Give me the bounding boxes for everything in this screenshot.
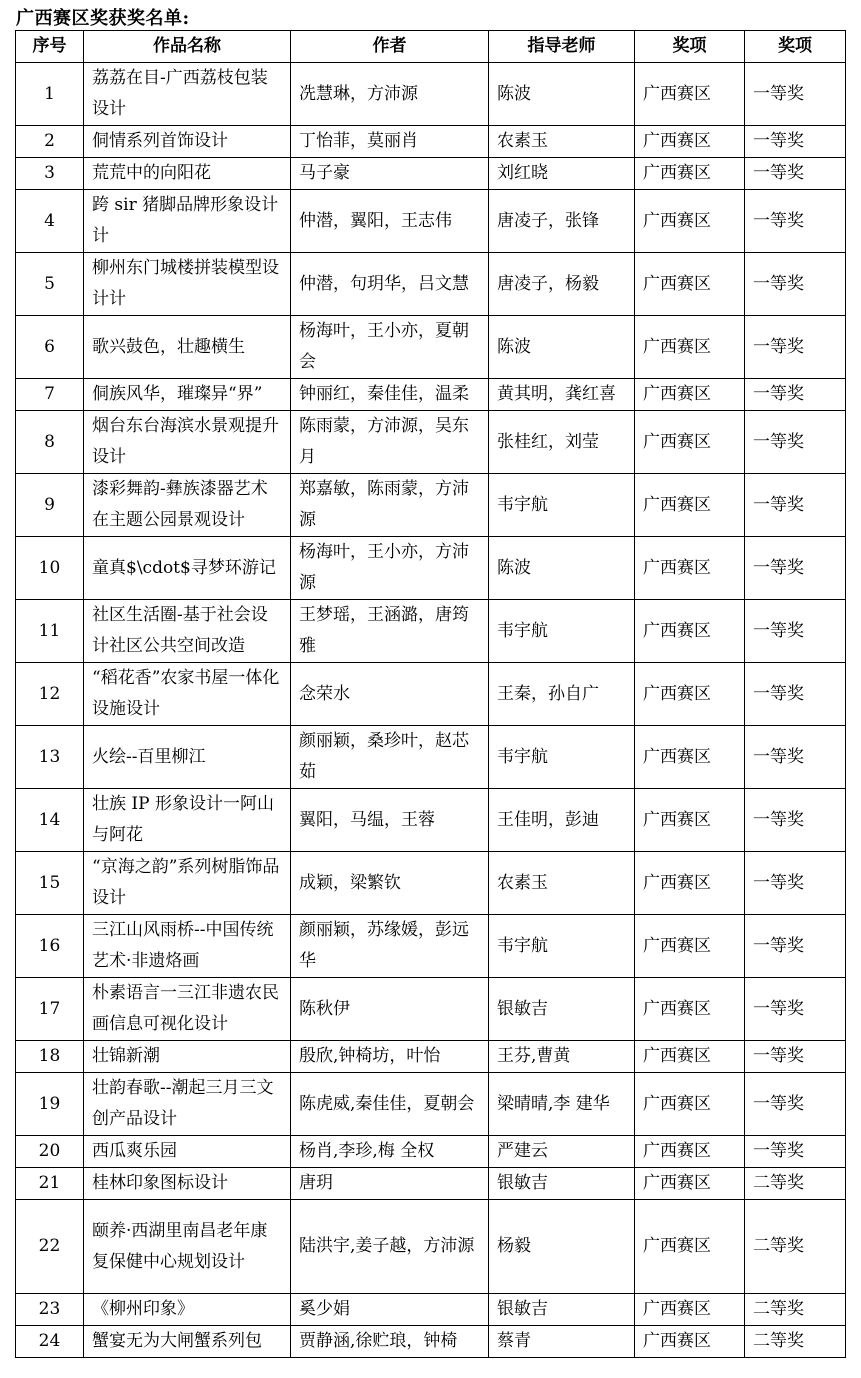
cell-division: 广西赛区 bbox=[635, 253, 745, 316]
cell-work-name: “京海之韵”系列树脂饰品设计 bbox=[84, 852, 291, 915]
table-row bbox=[16, 915, 846, 978]
cell-index: 4 bbox=[16, 190, 84, 253]
cell-division: 广西赛区 bbox=[635, 600, 745, 663]
cell-work-name: 跨 sir 猪脚品牌形象设计计 bbox=[84, 190, 291, 253]
cell-award: 一等奖 bbox=[745, 253, 846, 316]
cell-author: 奚少娟 bbox=[291, 1294, 489, 1326]
cell-award: 二等奖 bbox=[745, 1168, 846, 1200]
cell-award: 一等奖 bbox=[745, 726, 846, 789]
table-row bbox=[16, 63, 846, 126]
cell-work-name: 蟹宴无为大闸蟹系列包 bbox=[84, 1326, 291, 1358]
cell-author: 念荣水 bbox=[291, 663, 489, 726]
cell-work-name: 火绘--百里柳江 bbox=[84, 726, 291, 789]
cell-award: 一等奖 bbox=[745, 978, 846, 1041]
cell-author: 翼阳，马缊，王蓉 bbox=[291, 789, 489, 852]
award-table bbox=[15, 30, 846, 1358]
cell-division: 广西赛区 bbox=[635, 915, 745, 978]
table-row bbox=[16, 600, 846, 663]
cell-index: 15 bbox=[16, 852, 84, 915]
cell-author: 唐玥 bbox=[291, 1168, 489, 1200]
cell-advisor: 陈波 bbox=[489, 316, 635, 379]
cell-award: 一等奖 bbox=[745, 474, 846, 537]
cell-advisor: 韦宇航 bbox=[489, 474, 635, 537]
cell-advisor: 银敏吉 bbox=[489, 1168, 635, 1200]
table-row bbox=[16, 537, 846, 600]
table-row bbox=[16, 1294, 846, 1326]
table-row bbox=[16, 158, 846, 190]
cell-index: 11 bbox=[16, 600, 84, 663]
cell-index: 3 bbox=[16, 158, 84, 190]
header-author: 作者 bbox=[291, 31, 489, 63]
cell-advisor: 王佳明，彭迪 bbox=[489, 789, 635, 852]
cell-author: 颜丽颖，桑珍叶，赵芯茹 bbox=[291, 726, 489, 789]
cell-award: 二等奖 bbox=[745, 1200, 846, 1294]
cell-advisor: 陈波 bbox=[489, 537, 635, 600]
cell-work-name: 朴素语言一三江非遗农民 画信息可视化设计 bbox=[84, 978, 291, 1041]
cell-award: 二等奖 bbox=[745, 1294, 846, 1326]
cell-work-name: 壮韵春歌--潮起三月三文创产品设计 bbox=[84, 1073, 291, 1136]
table-row bbox=[16, 474, 846, 537]
table-row bbox=[16, 190, 846, 253]
cell-author: 成颖，梁繁钦 bbox=[291, 852, 489, 915]
cell-division: 广西赛区 bbox=[635, 852, 745, 915]
table-row bbox=[16, 1136, 846, 1168]
cell-award: 二等奖 bbox=[745, 1326, 846, 1358]
table-row bbox=[16, 253, 846, 316]
cell-division: 广西赛区 bbox=[635, 1200, 745, 1294]
cell-work-name: 桂林印象图标设计 bbox=[84, 1168, 291, 1200]
cell-work-name: 三江山风雨桥--中国传统艺术·非遗烙画 bbox=[84, 915, 291, 978]
cell-advisor: 银敏吉 bbox=[489, 1294, 635, 1326]
header-work-name: 作品名称 bbox=[84, 31, 291, 63]
cell-advisor: 农素玉 bbox=[489, 852, 635, 915]
cell-advisor: 梁晴晴,李 建华 bbox=[489, 1073, 635, 1136]
cell-author: 贾静涵,徐贮琅，钟椅 bbox=[291, 1326, 489, 1358]
cell-index: 17 bbox=[16, 978, 84, 1041]
cell-index: 20 bbox=[16, 1136, 84, 1168]
cell-work-name: “稻花香”农家书屋一体化设施设计 bbox=[84, 663, 291, 726]
table-row bbox=[16, 852, 846, 915]
cell-index: 5 bbox=[16, 253, 84, 316]
cell-author: 杨肖,李珍,梅 全权 bbox=[291, 1136, 489, 1168]
cell-advisor: 农素玉 bbox=[489, 126, 635, 158]
cell-division: 广西赛区 bbox=[635, 379, 745, 411]
cell-division: 广西赛区 bbox=[635, 726, 745, 789]
cell-work-name: 《柳州印象》 bbox=[84, 1294, 291, 1326]
page-title: 广西赛区奖获奖名单: bbox=[16, 8, 190, 29]
cell-work-name: 西瓜爽乐园 bbox=[84, 1136, 291, 1168]
cell-author: 仲潜，句玥华，吕文慧 bbox=[291, 253, 489, 316]
cell-award: 一等奖 bbox=[745, 1136, 846, 1168]
cell-award: 一等奖 bbox=[745, 190, 846, 253]
cell-division: 广西赛区 bbox=[635, 789, 745, 852]
cell-division: 广西赛区 bbox=[635, 1168, 745, 1200]
cell-author: 殷欣,钟椅坊，叶怡 bbox=[291, 1041, 489, 1073]
table-row bbox=[16, 726, 846, 789]
table-row bbox=[16, 1168, 846, 1200]
cell-division: 广西赛区 bbox=[635, 978, 745, 1041]
cell-advisor: 王秦，孙自广 bbox=[489, 663, 635, 726]
table-row bbox=[16, 1073, 846, 1136]
table-row bbox=[16, 1200, 846, 1294]
cell-work-name: 颐养·西湖里南昌老年康 复保健中心规划设计 bbox=[84, 1200, 291, 1294]
cell-award: 一等奖 bbox=[745, 852, 846, 915]
cell-author: 冼慧琳，方沛源 bbox=[291, 63, 489, 126]
cell-division: 广西赛区 bbox=[635, 1073, 745, 1136]
cell-index: 13 bbox=[16, 726, 84, 789]
cell-division: 广西赛区 bbox=[635, 1136, 745, 1168]
cell-advisor: 陈波 bbox=[489, 63, 635, 126]
cell-advisor: 王芬,曹黄 bbox=[489, 1041, 635, 1073]
cell-advisor: 杨毅 bbox=[489, 1200, 635, 1294]
cell-work-name: 荔荔在目-广西荔枝包装设计 bbox=[84, 63, 291, 126]
cell-advisor: 银敏吉 bbox=[489, 978, 635, 1041]
cell-author: 颜丽颖，苏缘媛，彭远华 bbox=[291, 915, 489, 978]
cell-award: 一等奖 bbox=[745, 537, 846, 600]
cell-author: 杨海叶，王小亦，方沛源 bbox=[291, 537, 489, 600]
cell-index: 24 bbox=[16, 1326, 84, 1358]
cell-index: 1 bbox=[16, 63, 84, 126]
cell-index: 23 bbox=[16, 1294, 84, 1326]
cell-work-name: 漆彩舞韵-彝族漆器艺术在主题公园景观设计 bbox=[84, 474, 291, 537]
cell-index: 8 bbox=[16, 411, 84, 474]
cell-award: 一等奖 bbox=[745, 63, 846, 126]
table-row bbox=[16, 1041, 846, 1073]
cell-author: 钟丽红，秦佳佳，温柔 bbox=[291, 379, 489, 411]
table-row bbox=[16, 789, 846, 852]
cell-award: 一等奖 bbox=[745, 789, 846, 852]
cell-index: 6 bbox=[16, 316, 84, 379]
cell-division: 广西赛区 bbox=[635, 316, 745, 379]
cell-work-name: 侗族风华，璀璨异“界” bbox=[84, 379, 291, 411]
cell-division: 广西赛区 bbox=[635, 1326, 745, 1358]
cell-award: 一等奖 bbox=[745, 1041, 846, 1073]
cell-index: 2 bbox=[16, 126, 84, 158]
header-advisor: 指导老师 bbox=[489, 31, 635, 63]
cell-division: 广西赛区 bbox=[635, 411, 745, 474]
header-division: 奖项 bbox=[635, 31, 745, 63]
cell-author: 丁怡菲，莫丽肖 bbox=[291, 126, 489, 158]
cell-advisor: 黄其明，龚红喜 bbox=[489, 379, 635, 411]
cell-award: 一等奖 bbox=[745, 1073, 846, 1136]
table-row bbox=[16, 663, 846, 726]
cell-work-name: 壮锦新潮 bbox=[84, 1041, 291, 1073]
cell-work-name: 侗情系列首饰设计 bbox=[84, 126, 291, 158]
cell-award: 一等奖 bbox=[745, 158, 846, 190]
cell-division: 广西赛区 bbox=[635, 158, 745, 190]
cell-award: 一等奖 bbox=[745, 411, 846, 474]
table-header-row bbox=[16, 31, 846, 63]
table-row bbox=[16, 126, 846, 158]
cell-advisor: 张桂红，刘莹 bbox=[489, 411, 635, 474]
cell-index: 22 bbox=[16, 1200, 84, 1294]
cell-award: 一等奖 bbox=[745, 316, 846, 379]
cell-author: 郑嘉敏，陈雨蒙，方沛源 bbox=[291, 474, 489, 537]
cell-author: 马子豪 bbox=[291, 158, 489, 190]
cell-division: 广西赛区 bbox=[635, 663, 745, 726]
cell-author: 陆洪宇,姜子越，方沛源 bbox=[291, 1200, 489, 1294]
cell-award: 一等奖 bbox=[745, 915, 846, 978]
cell-advisor: 韦宇航 bbox=[489, 600, 635, 663]
cell-index: 14 bbox=[16, 789, 84, 852]
table-row bbox=[16, 379, 846, 411]
header-award: 奖项 bbox=[745, 31, 846, 63]
cell-division: 广西赛区 bbox=[635, 63, 745, 126]
cell-work-name: 社区生活圈-基于社会设计社区公共空间改造 bbox=[84, 600, 291, 663]
cell-award: 一等奖 bbox=[745, 126, 846, 158]
cell-division: 广西赛区 bbox=[635, 190, 745, 253]
cell-work-name: 柳州东门城楼拼装模型设计计 bbox=[84, 253, 291, 316]
cell-author: 陈雨蒙，方沛源，吴东月 bbox=[291, 411, 489, 474]
cell-index: 16 bbox=[16, 915, 84, 978]
cell-work-name: 童真$\cdot$寻梦环游记 bbox=[84, 537, 291, 600]
cell-author: 王梦瑶，王涵潞，唐筠雅 bbox=[291, 600, 489, 663]
cell-author: 陈秋伊 bbox=[291, 978, 489, 1041]
cell-advisor: 严建云 bbox=[489, 1136, 635, 1168]
cell-index: 12 bbox=[16, 663, 84, 726]
table-row bbox=[16, 978, 846, 1041]
cell-division: 广西赛区 bbox=[635, 1294, 745, 1326]
cell-index: 18 bbox=[16, 1041, 84, 1073]
cell-advisor: 刘红晓 bbox=[489, 158, 635, 190]
cell-division: 广西赛区 bbox=[635, 474, 745, 537]
cell-division: 广西赛区 bbox=[635, 126, 745, 158]
cell-work-name: 荒荒中的向阳花 bbox=[84, 158, 291, 190]
cell-index: 9 bbox=[16, 474, 84, 537]
table-row bbox=[16, 411, 846, 474]
cell-index: 10 bbox=[16, 537, 84, 600]
cell-division: 广西赛区 bbox=[635, 537, 745, 600]
table-row bbox=[16, 316, 846, 379]
cell-advisor: 韦宇航 bbox=[489, 915, 635, 978]
cell-advisor: 蔡青 bbox=[489, 1326, 635, 1358]
header-index: 序号 bbox=[16, 31, 84, 63]
cell-author: 仲潜，翼阳，王志伟 bbox=[291, 190, 489, 253]
cell-advisor: 唐凌子，张锋 bbox=[489, 190, 635, 253]
cell-index: 19 bbox=[16, 1073, 84, 1136]
cell-author: 杨海叶，王小亦，夏朝会 bbox=[291, 316, 489, 379]
cell-work-name: 烟台东台海滨水景观提升设计 bbox=[84, 411, 291, 474]
cell-advisor: 唐凌子，杨毅 bbox=[489, 253, 635, 316]
cell-award: 一等奖 bbox=[745, 379, 846, 411]
cell-award: 一等奖 bbox=[745, 663, 846, 726]
cell-work-name: 歌兴鼓色，壮趣横生 bbox=[84, 316, 291, 379]
cell-index: 7 bbox=[16, 379, 84, 411]
cell-work-name: 壮族 IP 形象设计一阿山与阿花 bbox=[84, 789, 291, 852]
cell-author: 陈虎威,秦佳佳，夏朝会 bbox=[291, 1073, 489, 1136]
cell-advisor: 韦宇航 bbox=[489, 726, 635, 789]
table-row bbox=[16, 1326, 846, 1358]
cell-index: 21 bbox=[16, 1168, 84, 1200]
cell-award: 一等奖 bbox=[745, 600, 846, 663]
cell-division: 广西赛区 bbox=[635, 1041, 745, 1073]
